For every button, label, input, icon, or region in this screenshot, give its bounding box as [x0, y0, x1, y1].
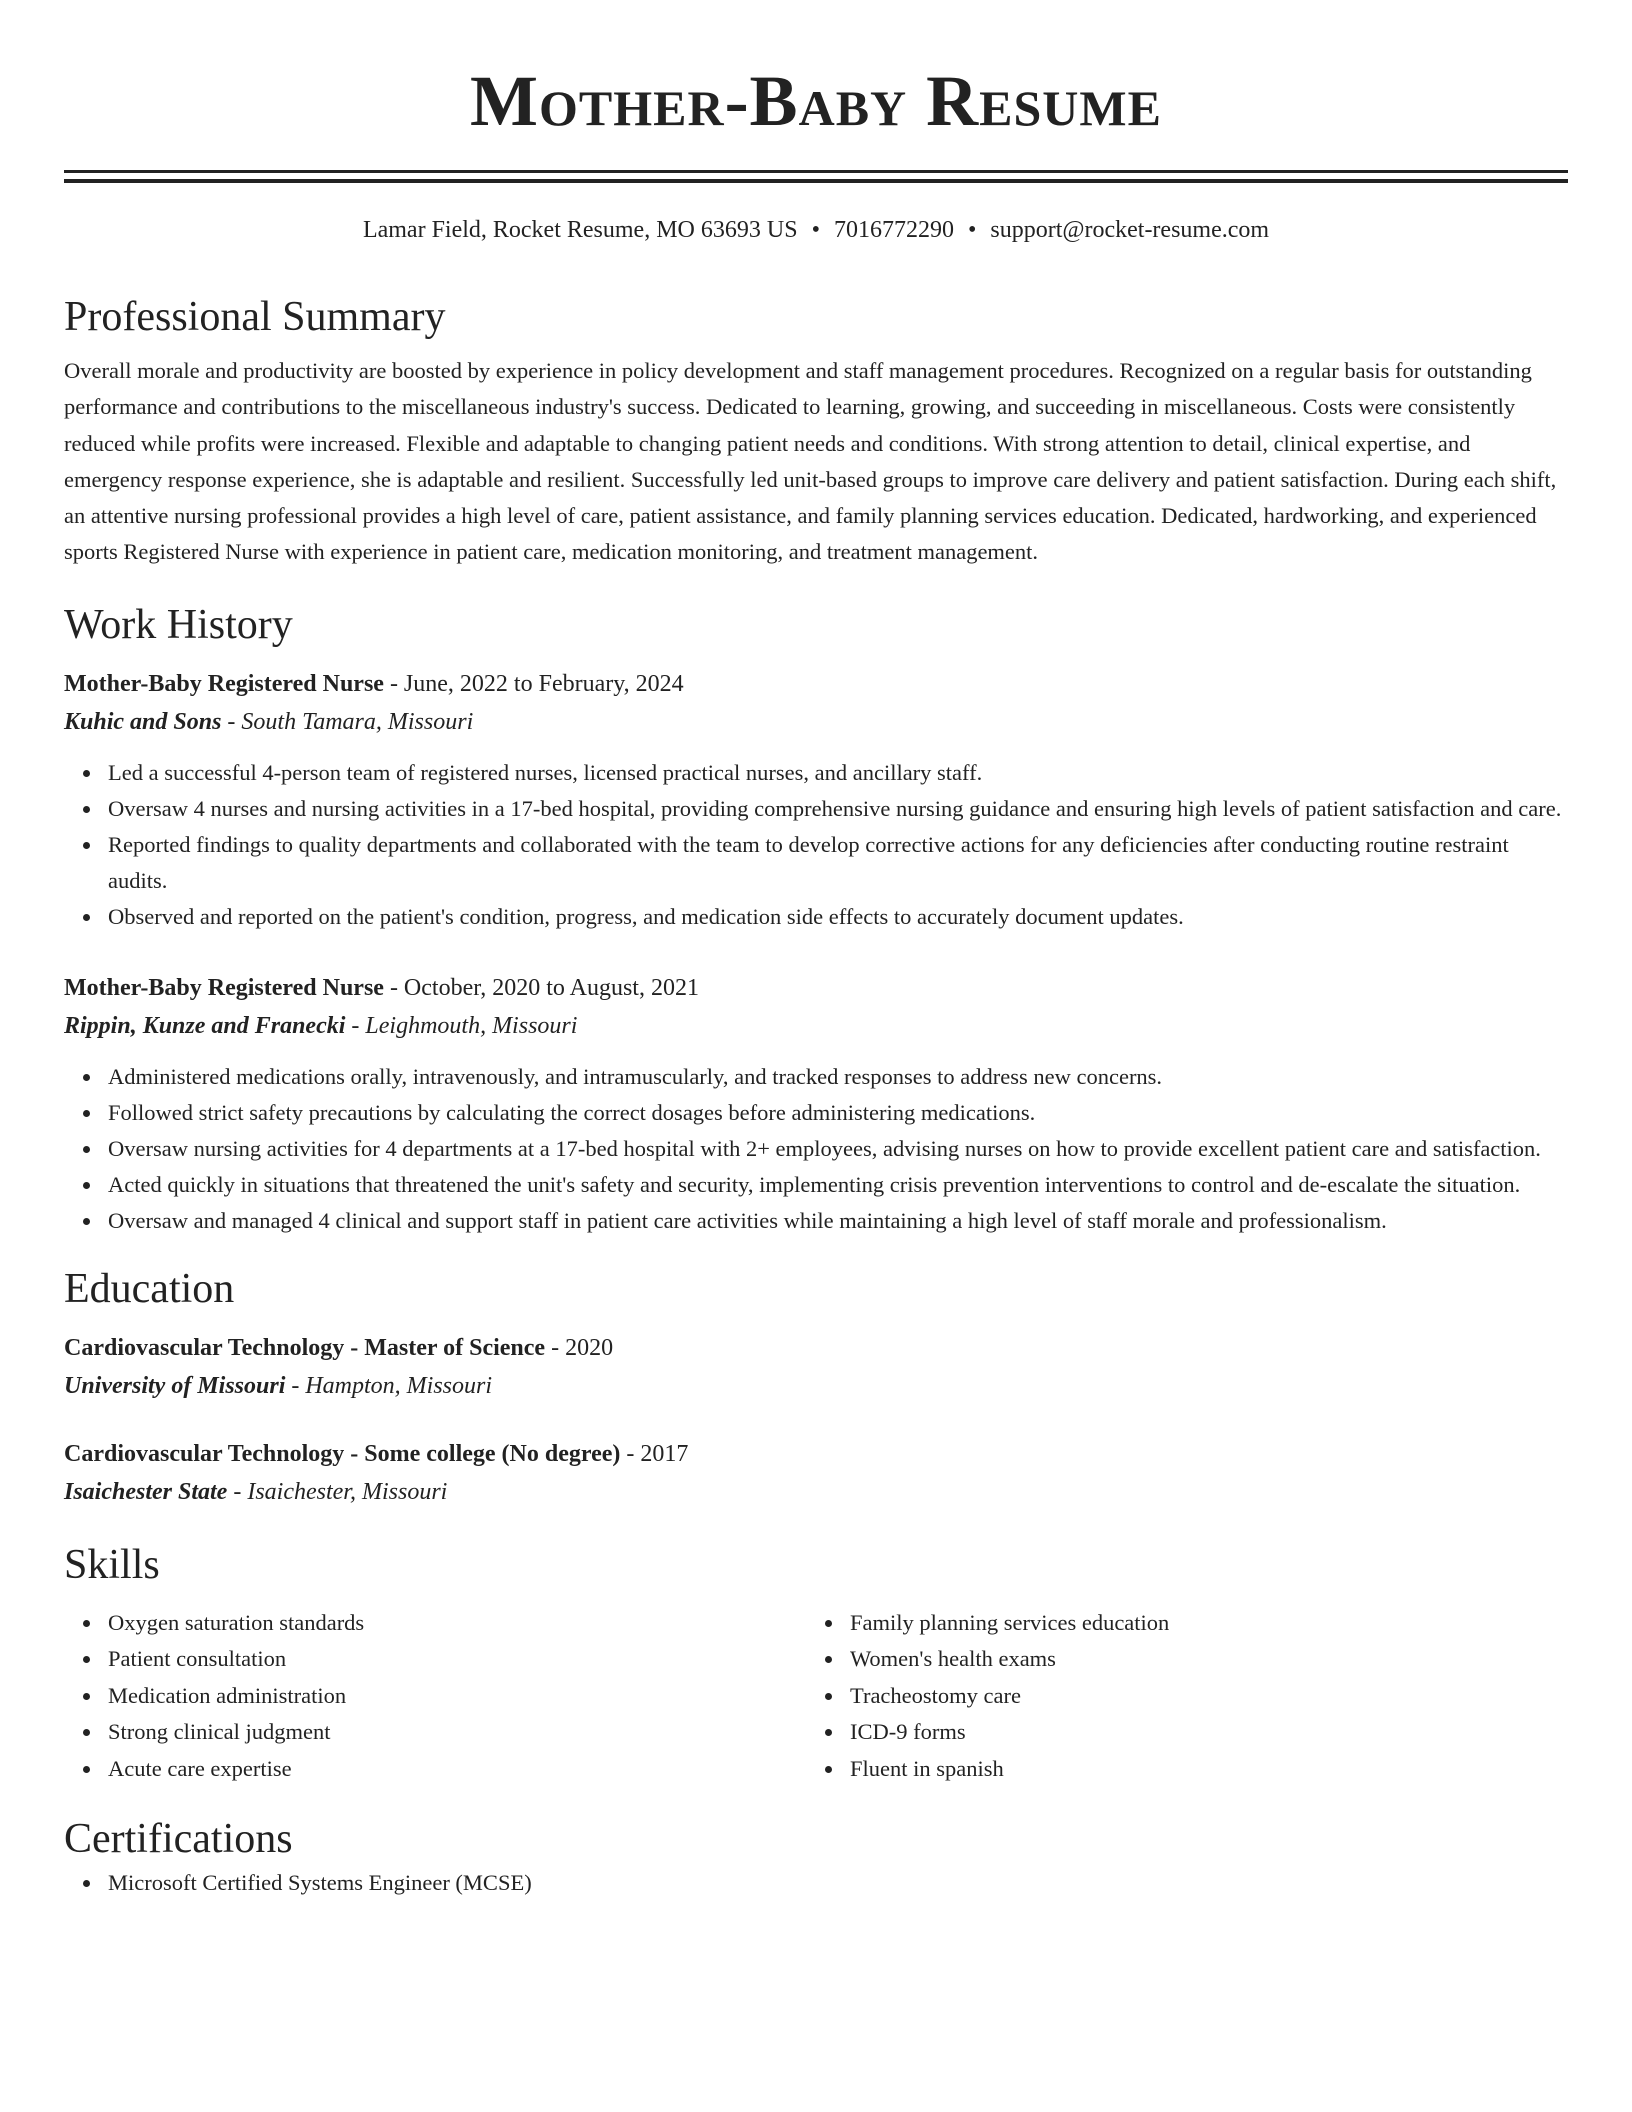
list-item: Administered medications orally, intravenously, and intramuscularly, and tracked responses to address new concerns.	[108, 1059, 1568, 1095]
education-entry	[64, 1329, 1568, 1405]
education-school: Isaichester State	[64, 1478, 228, 1505]
skills-columns	[64, 1605, 1568, 1788]
job-header	[64, 665, 1568, 703]
contact-address: Lamar Field, Rocket Resume, MO 63693 US	[362, 217, 798, 243]
work-entry	[64, 969, 1568, 1239]
summary-heading: Professional Summary	[64, 294, 446, 340]
list-item: Oversaw nursing activities for 4 departments at a 17-bed hospital with 2+ employees, advising nurses on how to provide excellent patient care and satisfaction.	[108, 1131, 1568, 1167]
skill-item: Women's health exams	[850, 1641, 1548, 1678]
list-item: Acted quickly in situations that threatened the unit's safety and security, implementing crisis prevention interventions to control and de-escalate the situation.	[108, 1167, 1568, 1203]
skill-item: Strong clinical judgment	[108, 1714, 806, 1751]
job-title: Mother-Baby Registered Nurse	[64, 974, 384, 1001]
skills-list	[806, 1605, 1548, 1788]
list-item: Observed and reported on the patient's condition, progress, and medication side effects to accurately document updates.	[108, 899, 1568, 935]
certifications-heading: Certifications	[64, 1816, 293, 1863]
skills-heading: Skills	[64, 1541, 160, 1588]
job-location: - Leighmouth, Missouri	[345, 1012, 578, 1039]
education-location: - Isaichester, Missouri	[227, 1478, 448, 1505]
education-entry	[64, 1435, 1568, 1511]
education-heading: Education	[64, 1265, 235, 1312]
list-item: Reported findings to quality departments and collaborated with the team to develop corrective actions for any deficiencies after conducting routine restraint audits.	[108, 827, 1568, 899]
job-location: - South Tamara, Missouri	[221, 708, 474, 735]
certifications-list	[64, 1865, 1568, 1901]
job-company: Kuhic and Sons	[64, 708, 222, 735]
education-degree: Cardiovascular Technology - Master of Science	[64, 1334, 546, 1361]
contact-separator: •	[967, 217, 977, 243]
list-item: Followed strict safety precautions by calculating the correct dosages before administering medications.	[108, 1095, 1568, 1131]
job-dates: - June, 2022 to February, 2024	[383, 670, 684, 697]
education-year: - 2017	[620, 1440, 689, 1467]
list-item: Oversaw 4 nurses and nursing activities in a 17-bed hospital, providing comprehensive nursing guidance and ensuring high levels of patient satisfaction and care.	[108, 791, 1568, 827]
list-item: Led a successful 4-person team of registered nurses, licensed practical nurses, and ancillary staff.	[108, 755, 1568, 791]
skills-column-left	[64, 1605, 806, 1788]
education-school-line	[64, 1473, 1568, 1511]
job-employer	[64, 703, 1568, 741]
work-entry	[64, 665, 1568, 935]
job-company: Rippin, Kunze and Franecki	[64, 1012, 346, 1039]
skill-item: ICD-9 forms	[850, 1714, 1548, 1751]
summary-text: Overall morale and productivity are boosted by experience in policy development and staff management procedures. Recognized on a regular basis for outstanding performance and contributions to the miscellaneous industry's success. Dedicated to learning, growing, and succeeding in miscellaneous. Costs were consistently reduced while profits were increased. Flexible and adaptable to changing patient needs and conditions. With strong attention to detail, clinical expertise, and emergency response experience, she is adaptable and resilient. Successfully led unit-based groups to improve care delivery and patient satisfaction. During each shift, an attentive nursing professional provides a high level of care, patient assistance, and family planning services education. Dedicated, hardworking, and experienced sports Registered Nurse with experience in patient care, medication monitoring, and treatment management.	[64, 358, 1557, 565]
contact-phone: 7016772290	[833, 217, 954, 243]
skill-item: Tracheostomy care	[850, 1678, 1548, 1715]
skills-column-right	[806, 1605, 1548, 1788]
education-header	[64, 1435, 1568, 1473]
job-bullet-list	[64, 755, 1568, 935]
education-header	[64, 1329, 1568, 1367]
resume-title: Mother-Baby Resume	[470, 61, 1162, 141]
job-bullet-list	[64, 1059, 1568, 1239]
skill-item: Fluent in spanish	[850, 1751, 1548, 1788]
skill-item: Oxygen saturation standards	[108, 1605, 806, 1642]
job-employer	[64, 1007, 1568, 1045]
education-degree: Cardiovascular Technology - Some college (No degree)	[64, 1440, 621, 1467]
certification-item: Microsoft Certified Systems Engineer (MCSE)	[108, 1865, 1568, 1901]
skill-item: Patient consultation	[108, 1641, 806, 1678]
education-school: University of Missouri	[64, 1372, 286, 1399]
education-location: - Hampton, Missouri	[285, 1372, 493, 1399]
contact-line	[64, 213, 1568, 247]
job-header	[64, 969, 1568, 1007]
education-year: - 2020	[545, 1334, 614, 1361]
contact-email[interactable]: support@rocket-resume.com	[990, 217, 1270, 243]
contact-separator: •	[811, 217, 820, 243]
job-dates: - October, 2020 to August, 2021	[383, 974, 699, 1001]
title-divider-bottom	[64, 179, 1568, 183]
skill-item: Medication administration	[108, 1678, 806, 1715]
education-school-line	[64, 1367, 1568, 1405]
work-history-heading: Work History	[64, 601, 293, 648]
job-title: Mother-Baby Registered Nurse	[64, 670, 384, 697]
skill-item: Acute care expertise	[108, 1751, 806, 1788]
title-divider-top	[64, 170, 1568, 173]
list-item: Oversaw and managed 4 clinical and support staff in patient care activities while maintaining a high level of staff morale and professionalism.	[108, 1203, 1568, 1239]
skill-item: Family planning services education	[850, 1605, 1548, 1642]
skills-list	[64, 1605, 806, 1788]
